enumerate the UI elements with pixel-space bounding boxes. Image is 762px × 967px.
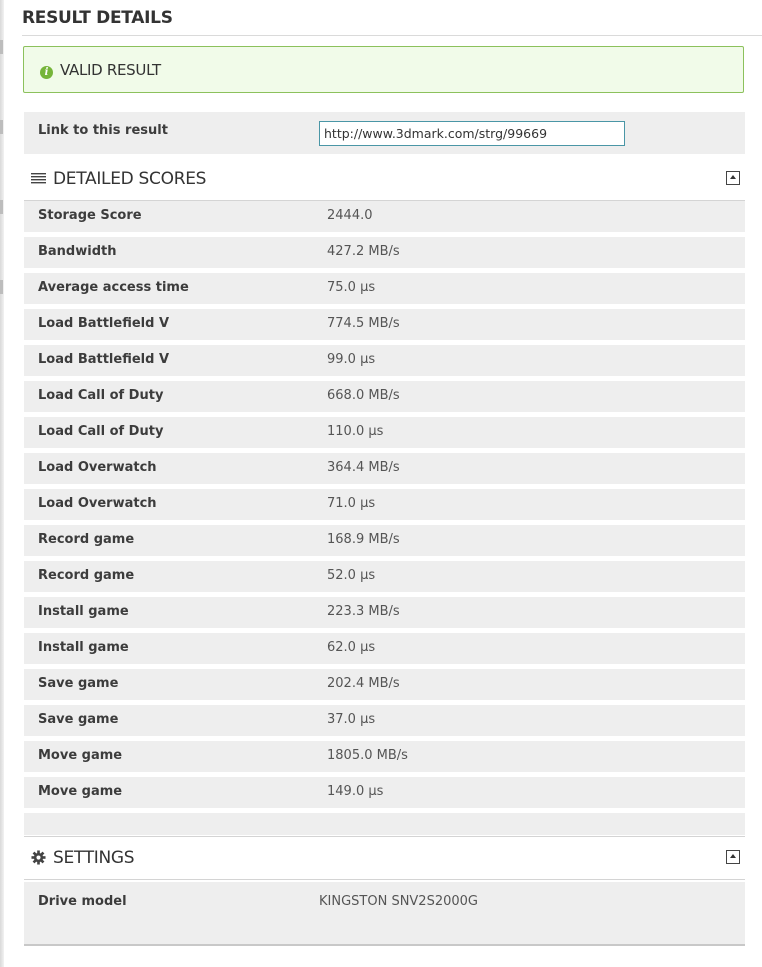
score-label: Load Call of Duty (38, 424, 164, 439)
score-value: 364.4 MB/s (327, 460, 400, 475)
score-row (24, 561, 745, 592)
score-value: 62.0 μs (327, 640, 376, 655)
score-row (24, 345, 745, 376)
info-icon: i (40, 66, 53, 79)
score-value: 52.0 μs (327, 568, 376, 583)
bottom-divider (24, 944, 745, 946)
title-divider (22, 35, 762, 36)
score-value: 99.0 μs (327, 352, 376, 367)
list-icon (31, 172, 46, 184)
score-row (24, 741, 745, 772)
score-value: 37.0 μs (327, 712, 376, 727)
score-label: Load Battlefield V (38, 316, 170, 331)
score-label: Load Overwatch (38, 496, 157, 511)
score-row (24, 453, 745, 484)
settings-header (24, 836, 745, 880)
list-footer (24, 813, 745, 835)
score-label: Move game (38, 784, 123, 799)
edge-mark (0, 200, 3, 214)
score-label: Save game (38, 676, 119, 691)
page-left-edge (0, 0, 4, 967)
score-row (24, 597, 745, 628)
score-row (24, 381, 745, 412)
score-label: Save game (38, 712, 119, 727)
score-label: Storage Score (38, 208, 142, 223)
settings-title: SETTINGS (53, 848, 135, 868)
result-link-label: Link to this result (38, 123, 168, 138)
score-value: 168.9 MB/s (327, 532, 400, 547)
collapse-settings-button[interactable] (726, 850, 740, 864)
score-row (24, 273, 745, 304)
settings-row (24, 882, 745, 944)
valid-result-text: VALID RESULT (60, 61, 161, 79)
collapse-detailed-scores-button[interactable] (726, 171, 740, 185)
score-row (24, 525, 745, 556)
score-value: 71.0 μs (327, 496, 376, 511)
score-label: Install game (38, 640, 129, 655)
score-row (24, 201, 745, 232)
section-divider (24, 879, 745, 880)
score-label: Install game (38, 604, 129, 619)
setting-value: KINGSTON SNV2S2000G (319, 894, 478, 909)
score-label: Record game (38, 568, 135, 583)
setting-label: Drive model (38, 894, 127, 909)
page-title: RESULT DETAILS (22, 8, 173, 28)
score-row (24, 489, 745, 520)
score-row (24, 777, 745, 808)
score-value: 1805.0 MB/s (327, 748, 408, 763)
score-label: Record game (38, 532, 135, 547)
score-label: Average access time (38, 280, 189, 295)
score-row (24, 237, 745, 268)
score-label: Load Overwatch (38, 460, 157, 475)
score-row (24, 669, 745, 700)
score-row (24, 705, 745, 736)
score-value: 75.0 μs (327, 280, 376, 295)
section-divider (24, 836, 745, 837)
score-value: 110.0 μs (327, 424, 384, 439)
score-value: 223.3 MB/s (327, 604, 400, 619)
score-value: 668.0 MB/s (327, 388, 400, 403)
score-label: Move game (38, 748, 123, 763)
edge-mark (0, 40, 3, 54)
result-link-input[interactable] (319, 121, 625, 146)
score-value: 202.4 MB/s (327, 676, 400, 691)
score-row (24, 417, 745, 448)
score-row (24, 309, 745, 340)
score-row (24, 633, 745, 664)
score-label: Load Call of Duty (38, 388, 164, 403)
edge-mark (0, 120, 3, 134)
detailed-scores-list (24, 201, 745, 813)
score-label: Bandwidth (38, 244, 117, 259)
score-label: Load Battlefield V (38, 352, 170, 367)
detailed-scores-title: DETAILED SCORES (53, 169, 207, 189)
detailed-scores-header (24, 157, 745, 201)
score-value: 149.0 μs (327, 784, 384, 799)
score-value: 427.2 MB/s (327, 244, 400, 259)
edge-mark (0, 280, 3, 294)
result-link-row (24, 112, 745, 154)
valid-result-banner (23, 46, 744, 93)
score-value: 774.5 MB/s (327, 316, 400, 331)
score-value: 2444.0 (327, 208, 373, 223)
gear-icon (31, 850, 46, 865)
